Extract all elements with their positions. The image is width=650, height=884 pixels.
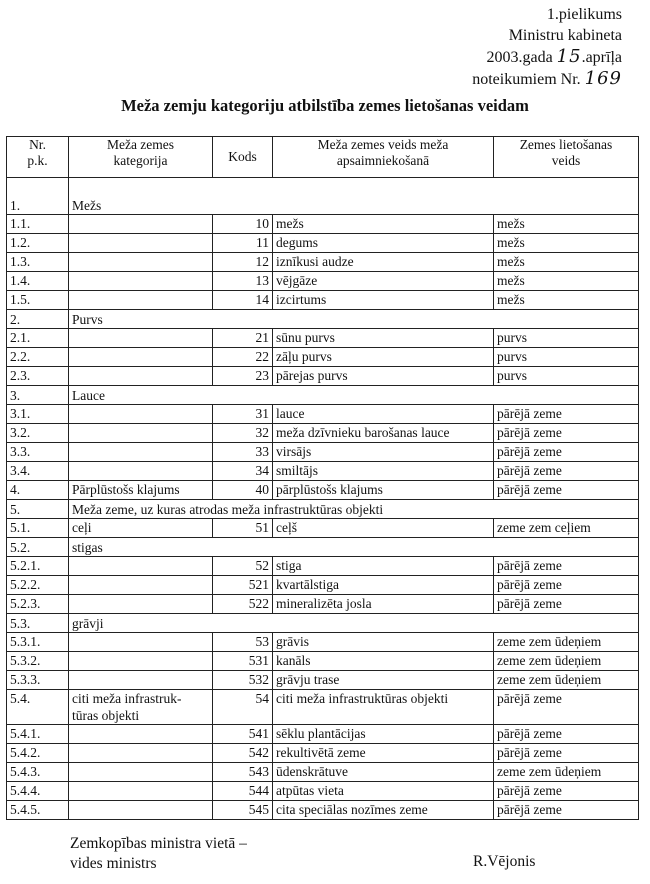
row-code: 543 bbox=[213, 763, 273, 782]
row-category-line: citi meža infrastruk- bbox=[72, 691, 182, 706]
row-forest-land-type: stiga bbox=[273, 557, 494, 576]
row-nr: 5.4.3. bbox=[7, 763, 69, 782]
row-category bbox=[69, 782, 213, 801]
header-land-use-type: Zemes lietošanas veids bbox=[494, 137, 639, 178]
row-forest-land-type: pārplūstošs klajums bbox=[273, 481, 494, 500]
row-code: 12 bbox=[213, 253, 273, 272]
table-row bbox=[7, 782, 639, 801]
row-land-use-type: pārējā zeme bbox=[494, 481, 639, 500]
table-row bbox=[7, 801, 639, 820]
row-nr: 5.2.1. bbox=[7, 557, 69, 576]
row-nr: 2.1. bbox=[7, 329, 69, 348]
table-row bbox=[7, 405, 639, 424]
row-nr: 4. bbox=[7, 481, 69, 500]
table-group-row bbox=[7, 538, 639, 557]
table-row bbox=[7, 633, 639, 652]
row-code: 13 bbox=[213, 272, 273, 291]
row-nr: 5.3.2. bbox=[7, 652, 69, 671]
signer-name: R.Vējonis bbox=[473, 853, 536, 870]
annex-reference bbox=[472, 4, 622, 90]
row-category bbox=[69, 633, 213, 652]
header-nr: Nr. p.k. bbox=[7, 137, 69, 178]
row-nr: 5.1. bbox=[7, 519, 69, 538]
table-row bbox=[7, 671, 639, 690]
table-row bbox=[7, 519, 639, 538]
table-row bbox=[7, 595, 639, 614]
row-forest-land-type: virsājs bbox=[273, 443, 494, 462]
row-land-use-type: zeme zem ūdeņiem bbox=[494, 652, 639, 671]
row-nr: 5.2. bbox=[7, 538, 69, 557]
row-nr: 3.4. bbox=[7, 462, 69, 481]
table-row bbox=[7, 253, 639, 272]
row-land-use-type: pārējā zeme bbox=[494, 405, 639, 424]
row-code: 52 bbox=[213, 557, 273, 576]
row-forest-land-type: meža dzīvnieku barošanas lauce bbox=[273, 424, 494, 443]
row-category bbox=[69, 215, 213, 234]
signer-title-line2: vides ministrs bbox=[70, 855, 157, 872]
row-land-use-type: pārējā zeme bbox=[494, 690, 639, 725]
row-category: ceļi bbox=[69, 519, 213, 538]
row-code: 21 bbox=[213, 329, 273, 348]
row-code: 531 bbox=[213, 652, 273, 671]
row-forest-land-type: rekultivētā zeme bbox=[273, 744, 494, 763]
row-land-use-type: pārējā zeme bbox=[494, 576, 639, 595]
row-category: Meža zeme, uz kuras atrodas meža infrastruktūras objekti bbox=[69, 500, 639, 519]
table-group-row bbox=[7, 178, 639, 215]
row-land-use-type: mežs bbox=[494, 215, 639, 234]
row-forest-land-type: izcirtums bbox=[273, 291, 494, 310]
row-code: 31 bbox=[213, 405, 273, 424]
row-code: 541 bbox=[213, 725, 273, 744]
row-forest-land-type: pārejas purvs bbox=[273, 367, 494, 386]
row-nr: 1.2. bbox=[7, 234, 69, 253]
row-nr: 5.4.2. bbox=[7, 744, 69, 763]
table-row bbox=[7, 576, 639, 595]
row-category-line: tūras objekti bbox=[72, 708, 140, 723]
row-category bbox=[69, 367, 213, 386]
table-row bbox=[7, 291, 639, 310]
row-nr: 5.4.5. bbox=[7, 801, 69, 820]
row-land-use-type: purvs bbox=[494, 367, 639, 386]
row-category bbox=[69, 443, 213, 462]
row-code: 22 bbox=[213, 348, 273, 367]
row-forest-land-type: mineralizēta josla bbox=[273, 595, 494, 614]
row-nr: 1.5. bbox=[7, 291, 69, 310]
annex-number: 1.pielikums bbox=[546, 6, 622, 23]
row-forest-land-type: grāvis bbox=[273, 633, 494, 652]
row-forest-land-type: sēklu plantācijas bbox=[273, 725, 494, 744]
row-land-use-type: zeme zem ceļiem bbox=[494, 519, 639, 538]
row-nr: 5.3.3. bbox=[7, 671, 69, 690]
table-row bbox=[7, 329, 639, 348]
row-code: 23 bbox=[213, 367, 273, 386]
row-category bbox=[69, 291, 213, 310]
row-forest-land-type: lauce bbox=[273, 405, 494, 424]
annex-regulation-label: noteikumiem Nr. bbox=[472, 71, 581, 88]
header-code: Kods bbox=[213, 137, 273, 178]
row-category bbox=[69, 595, 213, 614]
row-land-use-type: pārējā zeme bbox=[494, 443, 639, 462]
table-row bbox=[7, 652, 639, 671]
row-code: 53 bbox=[213, 633, 273, 652]
table-row bbox=[7, 481, 639, 500]
row-nr: 5.2.3. bbox=[7, 595, 69, 614]
row-land-use-type: pārējā zeme bbox=[494, 557, 639, 576]
row-code: 51 bbox=[213, 519, 273, 538]
row-code: 522 bbox=[213, 595, 273, 614]
row-code: 532 bbox=[213, 671, 273, 690]
row-nr: 1. bbox=[7, 178, 69, 215]
row-code: 11 bbox=[213, 234, 273, 253]
forest-land-table bbox=[6, 136, 639, 820]
annex-date-year: 2003.gada bbox=[486, 49, 553, 66]
table-header-row bbox=[7, 137, 639, 178]
row-forest-land-type: iznīkusi audze bbox=[273, 253, 494, 272]
table-row bbox=[7, 215, 639, 234]
row-land-use-type: mežs bbox=[494, 272, 639, 291]
table-group-row bbox=[7, 614, 639, 633]
annex-issuer: Ministru kabineta bbox=[508, 27, 622, 44]
row-forest-land-type: ceļš bbox=[273, 519, 494, 538]
row-nr: 5.3. bbox=[7, 614, 69, 633]
row-category bbox=[69, 424, 213, 443]
row-category bbox=[69, 234, 213, 253]
row-code: 544 bbox=[213, 782, 273, 801]
row-forest-land-type: sūnu purvs bbox=[273, 329, 494, 348]
row-code: 34 bbox=[213, 462, 273, 481]
annex-regulation bbox=[472, 68, 622, 90]
row-category: Pārplūstošs klajums bbox=[69, 481, 213, 500]
row-land-use-type: mežs bbox=[494, 253, 639, 272]
row-category: Mežs bbox=[69, 178, 639, 215]
row-nr: 1.4. bbox=[7, 272, 69, 291]
row-category bbox=[69, 652, 213, 671]
row-forest-land-type: atpūtas vieta bbox=[273, 782, 494, 801]
annex-date-day-handwritten: 15 bbox=[556, 46, 582, 67]
row-code: 54 bbox=[213, 690, 273, 725]
table-body bbox=[7, 178, 639, 820]
row-forest-land-type: vējgāze bbox=[273, 272, 494, 291]
row-nr: 1.1. bbox=[7, 215, 69, 234]
table-row bbox=[7, 744, 639, 763]
row-nr: 5.3.1. bbox=[7, 633, 69, 652]
row-forest-land-type: kanāls bbox=[273, 652, 494, 671]
row-land-use-type: pārējā zeme bbox=[494, 424, 639, 443]
row-land-use-type: pārējā zeme bbox=[494, 462, 639, 481]
row-category bbox=[69, 462, 213, 481]
row-land-use-type: pārējā zeme bbox=[494, 744, 639, 763]
table-row bbox=[7, 367, 639, 386]
row-category: grāvji bbox=[69, 614, 639, 633]
row-nr: 3.1. bbox=[7, 405, 69, 424]
header-forest-land-type: Meža zemes veids meža apsaimniekošanā bbox=[273, 137, 494, 178]
row-nr: 2. bbox=[7, 310, 69, 329]
annex-date-month: .aprīļa bbox=[581, 49, 622, 66]
row-category bbox=[69, 801, 213, 820]
row-category bbox=[69, 405, 213, 424]
row-code: 545 bbox=[213, 801, 273, 820]
table-row bbox=[7, 272, 639, 291]
row-nr: 3. bbox=[7, 386, 69, 405]
row-code: 542 bbox=[213, 744, 273, 763]
row-category bbox=[69, 725, 213, 744]
header-category: Meža zemes kategorija bbox=[69, 137, 213, 178]
row-category bbox=[69, 348, 213, 367]
row-nr: 5.4.1. bbox=[7, 725, 69, 744]
row-category bbox=[69, 671, 213, 690]
row-category bbox=[69, 744, 213, 763]
table-group-row bbox=[7, 310, 639, 329]
row-nr: 3.3. bbox=[7, 443, 69, 462]
row-code: 33 bbox=[213, 443, 273, 462]
row-code: 521 bbox=[213, 576, 273, 595]
row-forest-land-type: smiltājs bbox=[273, 462, 494, 481]
row-category bbox=[69, 690, 213, 725]
table-row bbox=[7, 424, 639, 443]
row-land-use-type: purvs bbox=[494, 329, 639, 348]
row-category bbox=[69, 576, 213, 595]
row-nr: 2.3. bbox=[7, 367, 69, 386]
row-code: 32 bbox=[213, 424, 273, 443]
row-category: Purvs bbox=[69, 310, 639, 329]
table-row bbox=[7, 690, 639, 725]
row-category bbox=[69, 272, 213, 291]
row-forest-land-type: mežs bbox=[273, 215, 494, 234]
table-row bbox=[7, 234, 639, 253]
row-land-use-type: mežs bbox=[494, 291, 639, 310]
row-land-use-type: purvs bbox=[494, 348, 639, 367]
table-row bbox=[7, 763, 639, 782]
row-forest-land-type: grāvju trase bbox=[273, 671, 494, 690]
row-category bbox=[69, 329, 213, 348]
signer-title-line1: Zemkopības ministra vietā – bbox=[70, 835, 247, 852]
row-land-use-type: pārējā zeme bbox=[494, 725, 639, 744]
row-nr: 2.2. bbox=[7, 348, 69, 367]
row-category bbox=[69, 253, 213, 272]
row-code: 40 bbox=[213, 481, 273, 500]
annex-regulation-number-handwritten: 169 bbox=[584, 68, 622, 89]
row-code: 14 bbox=[213, 291, 273, 310]
row-nr: 5. bbox=[7, 500, 69, 519]
row-nr: 1.3. bbox=[7, 253, 69, 272]
row-category: Lauce bbox=[69, 386, 639, 405]
row-nr: 5.4. bbox=[7, 690, 69, 725]
signer-title bbox=[70, 834, 247, 874]
row-code: 10 bbox=[213, 215, 273, 234]
row-land-use-type: pārējā zeme bbox=[494, 801, 639, 820]
row-land-use-type: pārējā zeme bbox=[494, 595, 639, 614]
row-forest-land-type: ūdenskrātuve bbox=[273, 763, 494, 782]
annex-date bbox=[472, 46, 622, 68]
row-category: stigas bbox=[69, 538, 639, 557]
row-land-use-type: mežs bbox=[494, 234, 639, 253]
row-nr: 5.4.4. bbox=[7, 782, 69, 801]
row-land-use-type: zeme zem ūdeņiem bbox=[494, 763, 639, 782]
row-category bbox=[69, 763, 213, 782]
row-forest-land-type: cita speciālas nozīmes zeme bbox=[273, 801, 494, 820]
row-forest-land-type: degums bbox=[273, 234, 494, 253]
row-land-use-type: pārējā zeme bbox=[494, 782, 639, 801]
table-row bbox=[7, 443, 639, 462]
row-forest-land-type: kvartālstiga bbox=[273, 576, 494, 595]
row-land-use-type: zeme zem ūdeņiem bbox=[494, 671, 639, 690]
row-forest-land-type: citi meža infrastruktūras objekti bbox=[273, 690, 494, 725]
row-land-use-type: zeme zem ūdeņiem bbox=[494, 633, 639, 652]
table-group-row bbox=[7, 386, 639, 405]
table-row bbox=[7, 462, 639, 481]
table-row bbox=[7, 348, 639, 367]
row-nr: 3.2. bbox=[7, 424, 69, 443]
row-forest-land-type: zāļu purvs bbox=[273, 348, 494, 367]
row-category bbox=[69, 557, 213, 576]
page-title: Meža zemju kategoriju atbilstība zemes lietošanas veidam bbox=[121, 96, 529, 115]
table-row bbox=[7, 725, 639, 744]
row-nr: 5.2.2. bbox=[7, 576, 69, 595]
table-group-row bbox=[7, 500, 639, 519]
table-row bbox=[7, 557, 639, 576]
